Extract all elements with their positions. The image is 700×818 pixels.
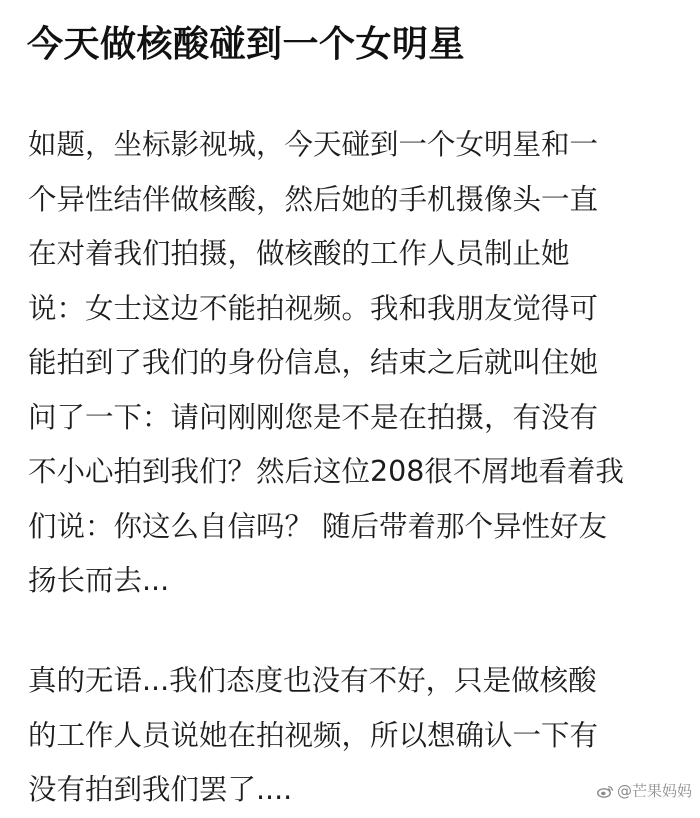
weibo-icon [597, 784, 614, 798]
paragraph-2-line: 的工作人员说她在拍视频，所以想确认一下有 [28, 718, 599, 752]
paragraph-2-line: 真的无语...我们态度也没有不好，只是做核酸 [28, 664, 597, 697]
paragraph-1-line: 们说：你这么自信吗？ 随后带着那个异性好友 [28, 509, 608, 543]
paragraph-1-line: 问了一下：请问刚刚您是不是在拍摄，有没有 [28, 400, 599, 434]
paragraph-2 [28, 654, 668, 818]
paragraph-1-line: 不小心拍到我们？然后这位208很不屑地看着我 [28, 455, 624, 488]
paragraph-1-line: 说：女士这边不能拍视频。我和我朋友觉得可 [28, 291, 599, 325]
weibo-watermark [597, 782, 692, 800]
paragraph-1-line: 如题，坐标影视城，今天碰到一个女明星和一 [28, 128, 599, 161]
post-title: 今天做核酸碰到一个女明星 [27, 24, 466, 65]
paragraph-1-line: 在对着我们拍摄，做核酸的工作人员制止她 [28, 237, 570, 270]
paragraph-1-line: 扬长而去... [28, 564, 170, 597]
paragraph-2-line: 没有拍到我们罢了.... [28, 773, 293, 806]
watermark-text: @芒果妈妈 [616, 782, 692, 800]
paragraph-1-line: 个异性结伴做核酸，然后她的手机摄像头一直 [28, 182, 599, 216]
paragraph-1-line: 能拍到了我们的身份信息，结束之后就叫住她 [28, 346, 599, 379]
paragraph-1 [28, 118, 668, 609]
